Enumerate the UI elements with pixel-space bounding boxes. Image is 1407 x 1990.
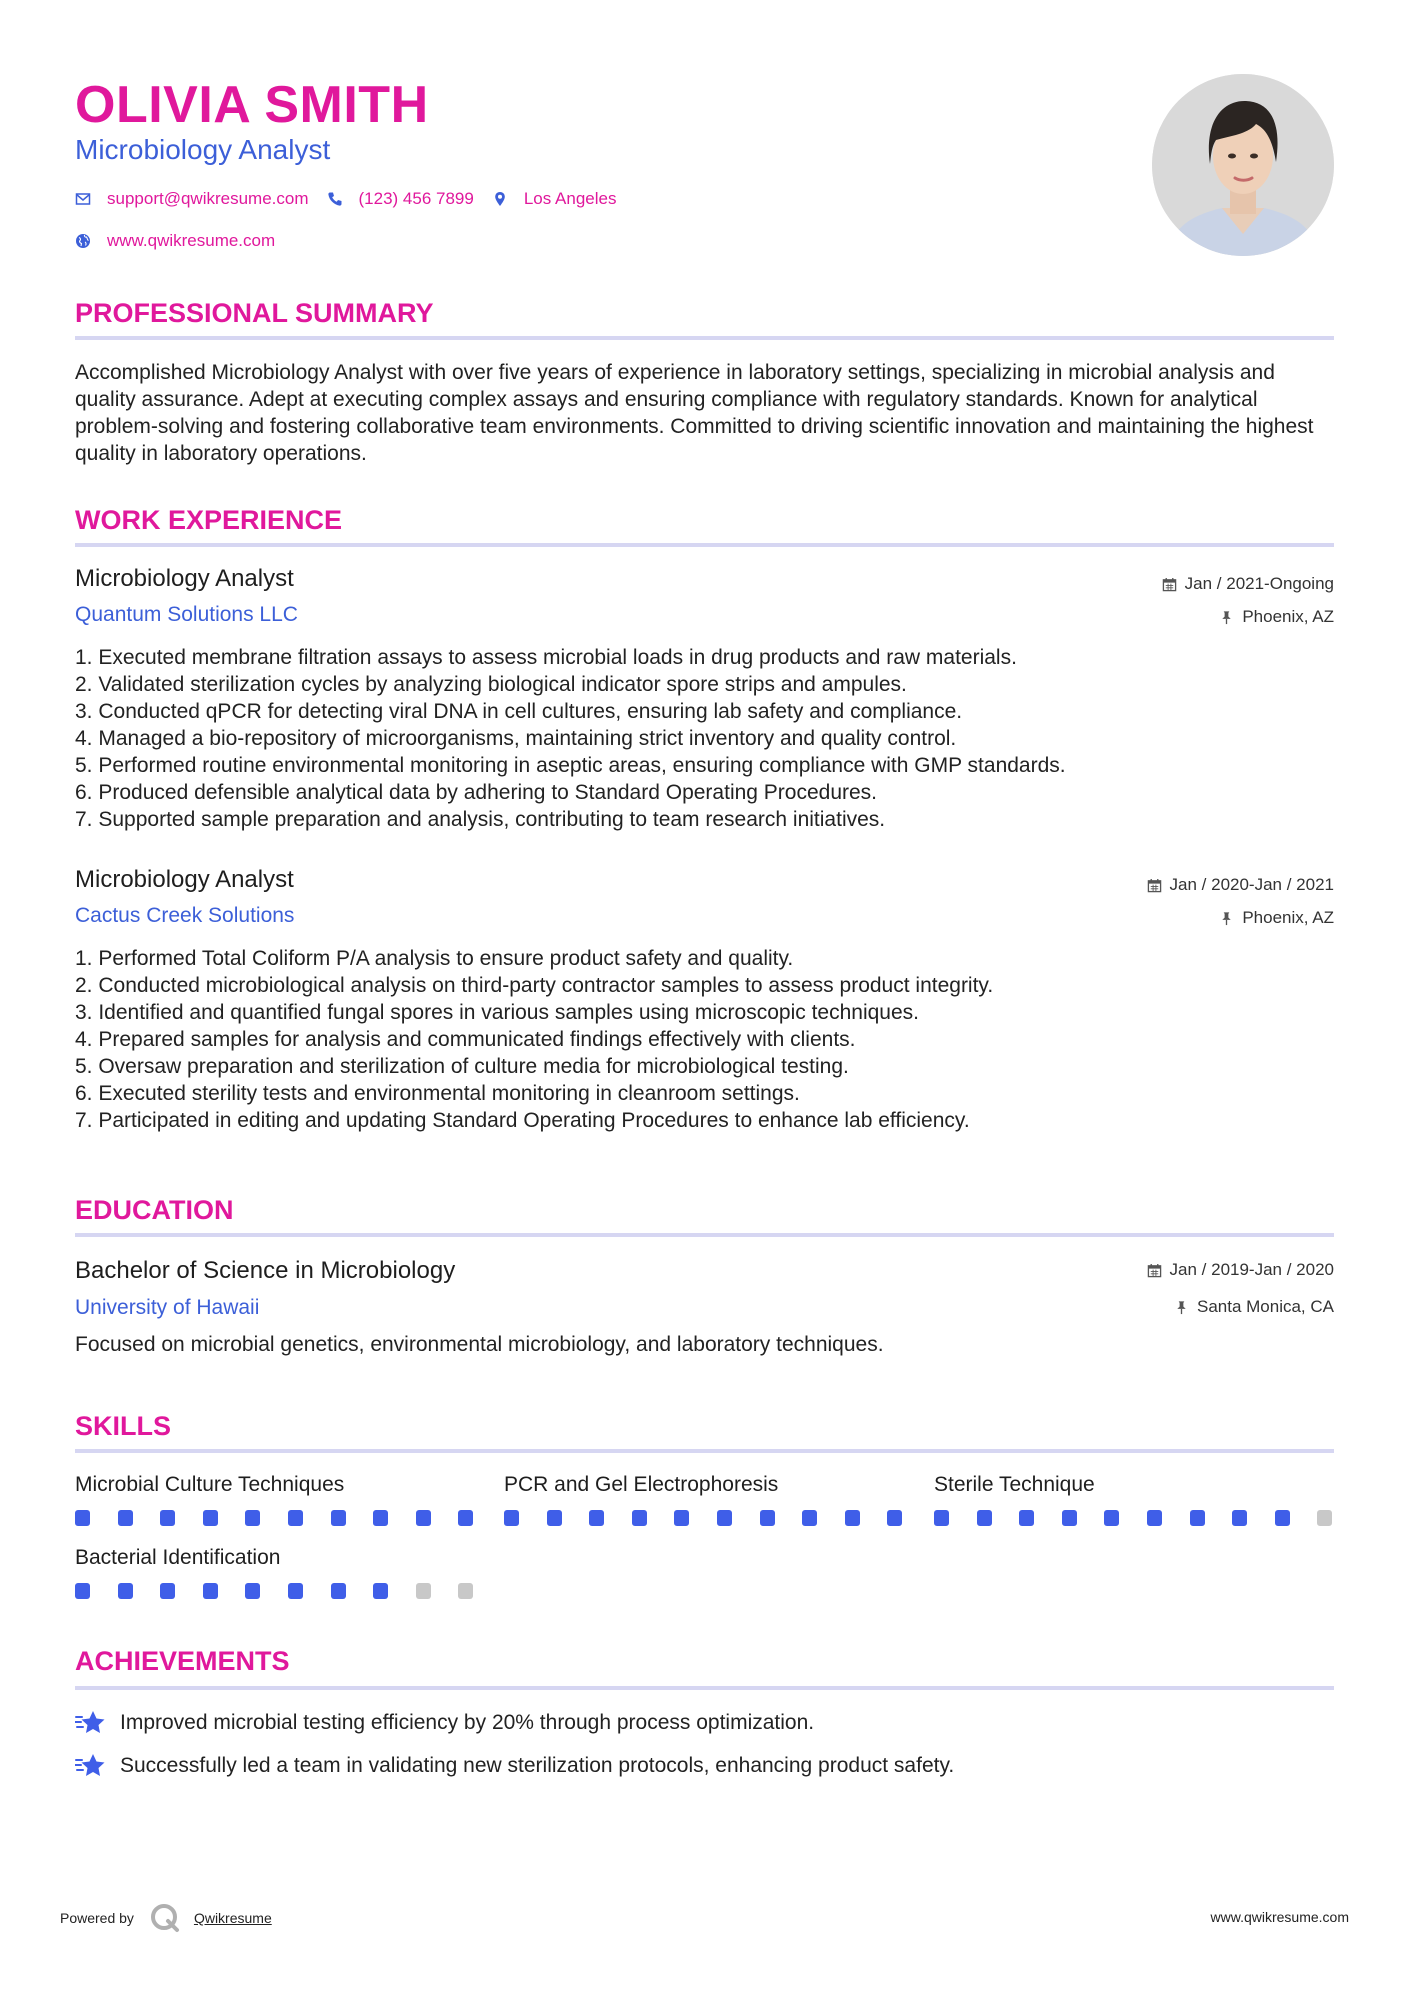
skill-dot-filled	[934, 1510, 949, 1526]
skill-dot-filled	[203, 1510, 218, 1526]
website-text: www.qwikresume.com	[107, 231, 276, 250]
experience-heading: WORK EXPERIENCE	[75, 505, 343, 535]
skill-dot-filled	[1147, 1510, 1162, 1526]
location-text: Los Angeles	[523, 189, 617, 208]
achievements-divider	[75, 1686, 1334, 1690]
job-responsibilities	[75, 644, 1334, 833]
skill-dot-filled	[160, 1583, 175, 1599]
skill-dot-filled	[589, 1510, 604, 1526]
location-item	[492, 189, 617, 209]
skill-dot-filled	[504, 1510, 519, 1526]
skill-rating	[75, 1510, 475, 1528]
globe-icon	[75, 233, 91, 249]
job-location-text: Phoenix, AZ	[1242, 607, 1334, 626]
summary-divider	[75, 336, 1334, 340]
skills-heading: SKILLS	[75, 1411, 172, 1441]
email-item[interactable]	[75, 189, 309, 209]
education-location-text: Santa Monica, CA	[1196, 1297, 1334, 1316]
list-item: 7. Participated in editing and updating Standard Operating Procedures to enhance lab efficiency.	[75, 1109, 970, 1132]
education-description: Focused on microbial genetics, environmental microbiology, and laboratory techniques.	[75, 1333, 884, 1356]
skill-dot-filled	[1019, 1510, 1034, 1526]
skill-dot-filled	[1232, 1510, 1247, 1526]
profile-photo	[1152, 74, 1334, 256]
skill-dot-filled	[416, 1510, 431, 1526]
skill-dot-filled	[1062, 1510, 1077, 1526]
job-responsibilities	[75, 945, 1334, 1134]
list-item: 2. Validated sterilization cycles by analyzing biological indicator spore strips and ampules.	[75, 673, 907, 696]
skill-dot-empty	[458, 1583, 473, 1599]
list-item: 3. Identified and quantified fungal spores in various samples using microscopic techniques.	[75, 1001, 919, 1024]
skill-label: Bacterial Identification	[75, 1546, 281, 1569]
education-dates	[1147, 1259, 1334, 1281]
skill-dot-filled	[75, 1510, 90, 1526]
skill-dot-filled	[845, 1510, 860, 1526]
skill-dot-filled	[160, 1510, 175, 1526]
summary-text: Accomplished Microbiology Analyst with over five years of experience in laboratory settings, specializing in microbial analysis and quality assurance. Adept at executing complex assays and ensuring compliance with regulatory standards. Known for analytical problem-solving and fostering collaborative team environments. Committed to driving scientific innovation and maintaining the highest quality in laboratory operations.	[75, 361, 1314, 465]
skill-dot-filled	[547, 1510, 562, 1526]
calendar-icon	[1147, 1263, 1162, 1278]
star-icon	[75, 1708, 107, 1738]
email-text: support@qwikresume.com	[107, 189, 309, 208]
education-dates-text: Jan / 2019-Jan / 2020	[1169, 1260, 1334, 1279]
skill-dot-filled	[245, 1510, 260, 1526]
achievement-item	[75, 1708, 814, 1738]
list-item: 3. Conducted qPCR for detecting viral DNA in cell cultures, ensuring lab safety and compliance.	[75, 700, 963, 723]
skill-dot-filled	[373, 1583, 388, 1599]
skill-dot-filled	[245, 1583, 260, 1599]
website-row	[75, 229, 293, 253]
calendar-icon	[1162, 577, 1177, 592]
list-item: 4. Managed a bio-repository of microorganisms, maintaining strict inventory and quality control.	[75, 727, 957, 750]
job-dates	[1147, 874, 1334, 896]
achievement-item	[75, 1751, 954, 1781]
skill-dot-filled	[288, 1510, 303, 1526]
star-icon	[75, 1751, 107, 1781]
phone-text: (123) 456 7899	[358, 189, 474, 208]
map-pin-icon	[492, 191, 508, 207]
degree-title: Bachelor of Science in Microbiology	[75, 1257, 456, 1284]
job-title: Microbiology Analyst	[75, 866, 294, 893]
skill-dot-filled	[373, 1510, 388, 1526]
education-heading: EDUCATION	[75, 1195, 234, 1225]
avatar	[1152, 74, 1334, 256]
achievements-heading: ACHIEVEMENTS	[75, 1646, 290, 1676]
skill-dot-filled	[458, 1510, 473, 1526]
list-item: 1. Performed Total Coliform P/A analysis to ensure product safety and quality.	[75, 947, 794, 970]
skill-rating	[934, 1510, 1334, 1528]
education-divider	[75, 1233, 1334, 1237]
website-item[interactable]	[75, 231, 275, 251]
school-name: University of Hawaii	[75, 1296, 260, 1319]
pushpin-icon	[1219, 610, 1234, 625]
list-item: 4. Prepared samples for analysis and communicated findings effectively with clients.	[75, 1028, 856, 1051]
pushpin-icon	[1219, 911, 1234, 926]
list-item: 6. Produced defensible analytical data by adhering to Standard Operating Procedures.	[75, 781, 878, 804]
summary-heading: PROFESSIONAL SUMMARY	[75, 298, 434, 328]
skill-dot-filled	[331, 1510, 346, 1526]
contact-row	[75, 187, 634, 211]
pushpin-icon	[1174, 1300, 1189, 1315]
skill-dot-empty	[1317, 1510, 1332, 1526]
skill-dot-filled	[760, 1510, 775, 1526]
job-location	[1219, 907, 1334, 929]
skill-label: Sterile Technique	[934, 1473, 1095, 1496]
skill-rating	[504, 1510, 904, 1528]
skill-label: PCR and Gel Electrophoresis	[504, 1473, 779, 1496]
skill-dot-filled	[1104, 1510, 1119, 1526]
skill-dot-filled	[1190, 1510, 1205, 1526]
skill-dot-filled	[118, 1510, 133, 1526]
powered-by-label: Powered by	[60, 1910, 134, 1926]
skill-dot-filled	[75, 1583, 90, 1599]
job-location-text: Phoenix, AZ	[1242, 908, 1334, 927]
job-company: Cactus Creek Solutions	[75, 904, 295, 927]
skill-dot-filled	[203, 1583, 218, 1599]
list-item: 5. Performed routine environmental monitoring in aseptic areas, ensuring compliance with GMP standards.	[75, 754, 1066, 777]
list-item: 2. Conducted microbiological analysis on third-party contractor samples to assess product integrity.	[75, 974, 994, 997]
skill-dot-empty	[416, 1583, 431, 1599]
job-location	[1219, 606, 1334, 628]
skill-rating	[75, 1583, 475, 1601]
list-item: 7. Supported sample preparation and analysis, contributing to team research initiatives.	[75, 808, 886, 831]
candidate-name: OLIVIA SMITH	[75, 76, 429, 134]
candidate-title: Microbiology Analyst	[75, 134, 331, 165]
skill-dot-filled	[288, 1583, 303, 1599]
job-dates-text: Jan / 2021-Ongoing	[1184, 574, 1334, 593]
skill-dot-filled	[717, 1510, 732, 1526]
calendar-icon	[1147, 878, 1162, 893]
job-company: Quantum Solutions LLC	[75, 603, 298, 626]
job-title: Microbiology Analyst	[75, 565, 294, 592]
experience-divider	[75, 543, 1334, 547]
skills-divider	[75, 1449, 1334, 1453]
list-item: 5. Oversaw preparation and sterilization of culture media for microbiological testing.	[75, 1055, 849, 1078]
education-location	[1174, 1296, 1334, 1318]
job-dates-text: Jan / 2020-Jan / 2021	[1169, 875, 1334, 894]
job-dates	[1162, 573, 1334, 595]
skill-label: Microbial Culture Techniques	[75, 1473, 345, 1496]
skill-dot-filled	[674, 1510, 689, 1526]
skill-dot-filled	[977, 1510, 992, 1526]
skill-dot-filled	[802, 1510, 817, 1526]
list-item: 1. Executed membrane filtration assays to assess microbial loads in drug products and raw materials.	[75, 646, 1017, 669]
skill-dot-filled	[331, 1583, 346, 1599]
achievement-text: Successfully led a team in validating new sterilization protocols, enhancing product safety.	[120, 1754, 955, 1777]
footer-powered-by	[60, 1900, 272, 1936]
qwikresume-link[interactable]: Qwikresume	[193, 1910, 272, 1926]
phone-icon	[327, 191, 343, 207]
phone-item[interactable]	[327, 189, 474, 209]
envelope-icon	[75, 191, 91, 207]
qwikresume-logo-icon	[150, 1903, 180, 1933]
achievement-text: Improved microbial testing efficiency by 20% through process optimization.	[120, 1711, 815, 1734]
skill-dot-filled	[632, 1510, 647, 1526]
skill-dot-filled	[118, 1583, 133, 1599]
list-item: 6. Executed sterility tests and environmental monitoring in cleanroom settings.	[75, 1082, 800, 1105]
skill-dot-filled	[887, 1510, 902, 1526]
footer-website[interactable]: www.qwikresume.com	[1210, 1909, 1349, 1925]
skill-dot-filled	[1275, 1510, 1290, 1526]
